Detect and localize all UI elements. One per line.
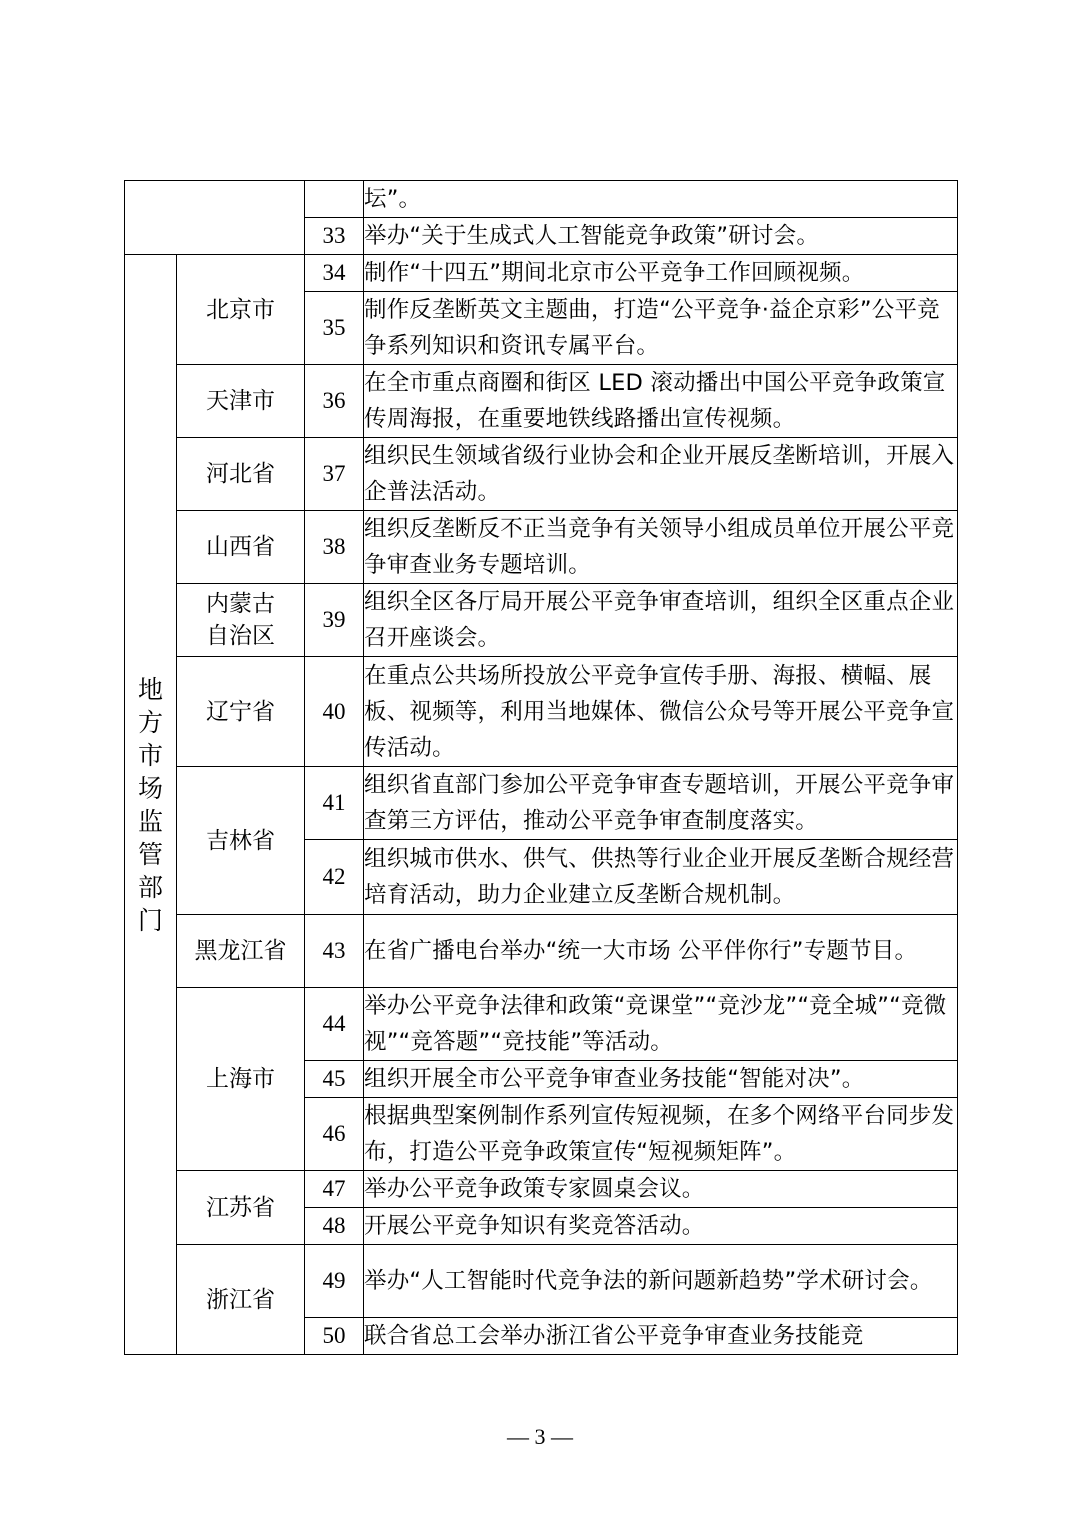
row-text: 根据典型案例制作系列宣传短视频，在多个网络平台同步发布，打造公平竞争政策宣传“短视频矩阵”。 — [364, 1098, 958, 1171]
table-row — [125, 438, 958, 511]
row-text: 制作“十四五”期间北京市公平竞争工作回顾视频。 — [364, 255, 958, 292]
row-text: 开展公平竞争知识有奖竞答活动。 — [364, 1208, 958, 1245]
empty-cell — [125, 181, 305, 255]
row-number: 36 — [305, 365, 364, 438]
row-number: 44 — [305, 988, 364, 1061]
row-number: 42 — [305, 840, 364, 915]
table-row — [125, 915, 958, 988]
row-text: 坛”。 — [364, 181, 958, 218]
row-text: 组织反垄断反不正当竞争有关领导小组成员单位开展公平竞争审查业务专题培训。 — [364, 511, 958, 584]
page-number: — 3 — — [507, 1424, 573, 1449]
row-number: 50 — [305, 1318, 364, 1355]
row-number: 38 — [305, 511, 364, 584]
province-jilin: 吉林省 — [177, 767, 305, 915]
province-zhejiang: 浙江省 — [177, 1245, 305, 1355]
row-number: 37 — [305, 438, 364, 511]
province-shanxi: 山西省 — [177, 511, 305, 584]
row-text: 举办“关于生成式人工智能竞争政策”研讨会。 — [364, 218, 958, 255]
activity-table — [124, 180, 958, 1355]
province-liaoning: 辽宁省 — [177, 657, 305, 767]
row-text: 举办“人工智能时代竞争法的新问题新趋势”学术研讨会。 — [364, 1245, 958, 1318]
row-number: 33 — [305, 218, 364, 255]
row-number: 49 — [305, 1245, 364, 1318]
row-number — [305, 181, 364, 218]
table-row — [125, 988, 958, 1061]
table-row — [125, 365, 958, 438]
province-tianjin: 天津市 — [177, 365, 305, 438]
table-row — [125, 657, 958, 767]
row-text: 组织全区各厅局开展公平竞争审查培训，组织全区重点企业召开座谈会。 — [364, 584, 958, 657]
row-text: 制作反垄断英文主题曲，打造“公平竞争·益企京彩”公平竞争系列知识和资讯专属平台。 — [364, 292, 958, 365]
province-neimenggu-line1: 内蒙古 — [206, 591, 275, 617]
row-text: 举办公平竞争政策专家圆桌会议。 — [364, 1171, 958, 1208]
province-jiangsu: 江苏省 — [177, 1171, 305, 1245]
row-number: 48 — [305, 1208, 364, 1245]
row-number: 35 — [305, 292, 364, 365]
row-number: 39 — [305, 584, 364, 657]
row-text: 在全市重点商圈和街区 LED 滚动播出中国公平竞争政策宣传周海报，在重要地铁线路播出宣传视频。 — [364, 365, 958, 438]
table-row — [125, 767, 958, 840]
row-number: 45 — [305, 1061, 364, 1098]
row-text: 组织城市供水、供气、供热等行业企业开展反垄断合规经营培育活动，助力企业建立反垄断合规机制。 — [364, 840, 958, 915]
table-row — [125, 1171, 958, 1208]
row-number: 34 — [305, 255, 364, 292]
row-number: 46 — [305, 1098, 364, 1171]
department-cell — [125, 255, 177, 1355]
row-text: 组织民生领域省级行业协会和企业开展反垄断培训，开展入企普法活动。 — [364, 438, 958, 511]
row-text: 组织开展全市公平竞争审查业务技能“智能对决”。 — [364, 1061, 958, 1098]
row-number: 40 — [305, 657, 364, 767]
row-text: 在重点公共场所投放公平竞争宣传手册、海报、横幅、展板、视频等，利用当地媒体、微信公众号等开展公平竞争宣传活动。 — [364, 657, 958, 767]
row-number: 43 — [305, 915, 364, 988]
table-row — [125, 1245, 958, 1318]
table-row — [125, 584, 958, 657]
table-row — [125, 181, 958, 218]
row-text: 联合省总工会举办浙江省公平竞争审查业务技能竞 — [364, 1318, 958, 1355]
province-shanghai: 上海市 — [177, 988, 305, 1171]
province-beijing: 北京市 — [177, 255, 305, 365]
department-label: 地方市场监管部门 — [137, 674, 163, 935]
row-text: 在省广播电台举办“统一大市场 公平伴你行”专题节目。 — [364, 915, 958, 988]
table-row — [125, 511, 958, 584]
table-row — [125, 255, 958, 292]
row-text: 组织省直部门参加公平竞争审查专题培训，开展公平竞争审查第三方评估，推动公平竞争审查制度落实。 — [364, 767, 958, 840]
row-number: 41 — [305, 767, 364, 840]
province-neimenggu — [177, 584, 305, 657]
province-heilongjiang: 黑龙江省 — [177, 915, 305, 988]
row-text: 举办公平竞争法律和政策“竞课堂”“竞沙龙”“竞全城”“竞微视”“竞答题”“竞技能”等活动。 — [364, 988, 958, 1061]
province-neimenggu-line2: 自治区 — [206, 623, 275, 649]
province-hebei: 河北省 — [177, 438, 305, 511]
row-number: 47 — [305, 1171, 364, 1208]
